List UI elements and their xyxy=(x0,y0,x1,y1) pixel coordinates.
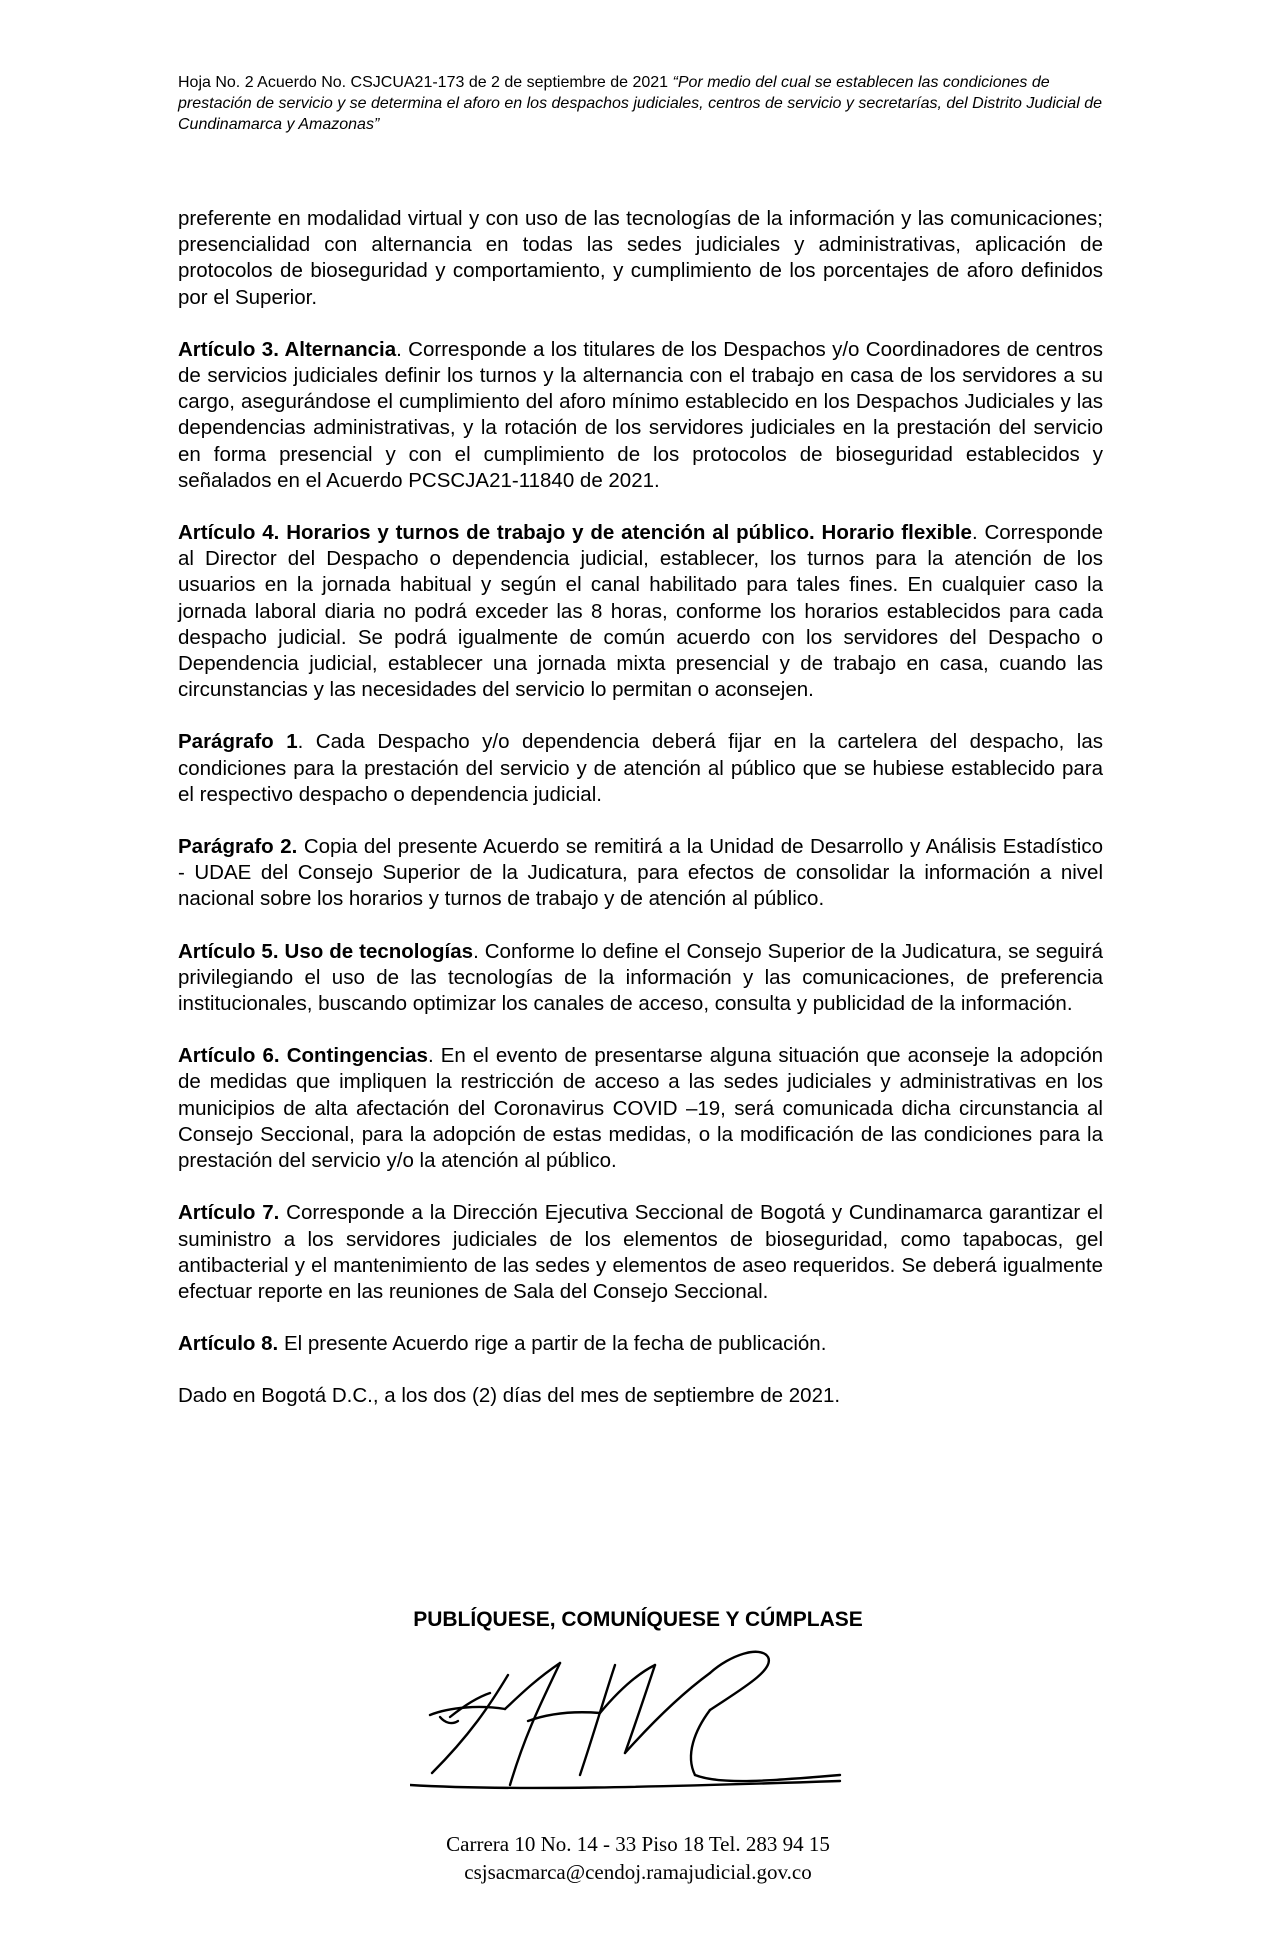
article-heading: Parágrafo 1 xyxy=(178,730,298,754)
article-heading: Artículo 4. Horarios y turnos de trabajo y de atención al público. Horario flexible xyxy=(178,521,972,545)
paragraph-articulo-7: Artículo 7. Corresponde a la Dirección Ejecutiva Seccional de Bogotá y Cundinamarca garantizar el suministro a los servidores judiciales de los elementos de bioseguridad, como tapabocas, gel antibacterial y el mantenimiento de las sedes y elementos de aseo requeridos. Se deberá igualmente efectuar reporte en las reuniones de Sala del Consejo Seccional. xyxy=(178,1201,1103,1303)
paragraph-paragrafo-2: Parágrafo 2. Copia del presente Acuerdo se remitirá a la Unidad de Desarrollo y Análisis Estadístico - UDAE del Consejo Superior de la Judicatura, para efectos de consolidar la información a nivel nacional sobre los horarios y turnos de trabajo y de atención al público. xyxy=(178,835,1104,911)
article-heading: Artículo 6. Contingencias xyxy=(178,1044,428,1068)
paragraph-articulo-4: Artículo 4. Horarios y turnos de trabajo y de atención al público. Horario flexible. Corresponde al Director del Despacho o dependencia judicial, establecer, los turnos para la atención de los usuarios en la jornada habitual y según el canal habilitado para tales fines. En cualquier caso la jornada laboral diaria no podrá exceder las 8 horas, conforme los horarios establecidos para cada despacho judicial. Se podrá igualmente de común acuerdo con los servidores del Despacho o Dependencia judicial, establecer una jornada mixta presencial y de trabajo en casa, cuando las circunstancias y las necesidades del servicio lo permitan o aconsejen. xyxy=(178,521,1103,702)
article-heading: Artículo 3. Alternancia xyxy=(178,337,397,361)
page-header xyxy=(178,72,1103,135)
header-reference: Hoja No. 2 Acuerdo No. CSJCUA21-173 de 2 de septiembre de 2021 xyxy=(178,74,673,91)
paragraph-articulo-8: Artículo 8. El presente Acuerdo rige a partir de la fecha de publicación. xyxy=(178,1332,827,1356)
footer-address: Carrera 10 No. 14 - 33 Piso 18 Tel. 283 94 15 xyxy=(446,1832,830,1856)
paragraph-articulo-5: Artículo 5. Uso de tecnologías. Conforme lo define el Consejo Superior de la Judicatura, se seguirá privilegiando el uso de las tecnologías de la información y las comunicaciones, de preferencia institucionales, buscando optimizar los canales de acceso, consulta y publicidad de la información. xyxy=(178,939,1104,1016)
paragraph-paragrafo-1: Parágrafo 1. Cada Despacho y/o dependencia deberá fijar en la cartelera del despacho, las condiciones para la prestación del servicio y de atención al público que se hubiese establecido para el respectivo despacho o dependencia judicial. xyxy=(178,730,1103,806)
paragraph-dado-en: Dado en Bogotá D.C., a los dos (2) días del mes de septiembre de 2021. xyxy=(178,1384,841,1408)
footer-email: csjsacmarca@cendoj.ramajudicial.gov.co xyxy=(464,1860,812,1884)
article-heading: Parágrafo 2. xyxy=(178,835,298,859)
article-heading: Artículo 5. Uso de tecnologías xyxy=(178,939,474,963)
paragraph-articulo-3: Artículo 3. Alternancia. Corresponde a los titulares de los Despachos y/o Coordinadores de centros de servicios judiciales definir los turnos y la alternancia con el trabajo en casa de los servidores a su cargo, asegurándose el cumplimiento del aforo mínimo establecido en los Despachos Judiciales y las dependencias administrativas, y la rotación de los servidores judiciales en la prestación del servicio en forma presencial y con el cumplimiento de los protocolos de bioseguridad establecidos y señalados en el Acuerdo PCSCJA21-11840 de 2021. xyxy=(178,337,1103,492)
handwritten-signature xyxy=(410,1635,850,1805)
header-title: “Por medio del cual se establecen las condiciones de prestación de servicio y se determina el aforo en los despachos judiciales, centros de servicio y secretarías, del Distrito Judicial de Cundinamarca y Amazonas” xyxy=(178,74,1102,133)
page-footer xyxy=(0,1830,1276,1886)
document-body xyxy=(178,206,1103,1436)
article-heading: Artículo 7. xyxy=(178,1201,280,1225)
paragraph-articulo-6: Artículo 6. Contingencias. En el evento de presentarse alguna situación que aconseje la adopción de medidas que impliquen la restricción de acceso a las sedes judiciales y administrativas en los municipios de alta afectación del Coronavirus COVID –19, será comunicada dicha circunstancia al Consejo Seccional, para la adopción de estas medidas, o la modificación de las condiciones para la prestación del servicio y/o la atención al público. xyxy=(178,1044,1103,1173)
closing-formula: PUBLÍQUESE, COMUNÍQUESE Y CÚMPLASE xyxy=(413,1608,863,1631)
paragraph-intro: preferente en modalidad virtual y con uso de las tecnologías de la información y las comunicaciones; presencialidad con alternancia en todas las sedes judiciales y administrativas, aplicación de protocolos de bioseguridad y comportamiento, y cumplimiento de los porcentajes de aforo definidos por el Superior. xyxy=(178,207,1103,309)
article-heading: Artículo 8. xyxy=(178,1332,279,1356)
